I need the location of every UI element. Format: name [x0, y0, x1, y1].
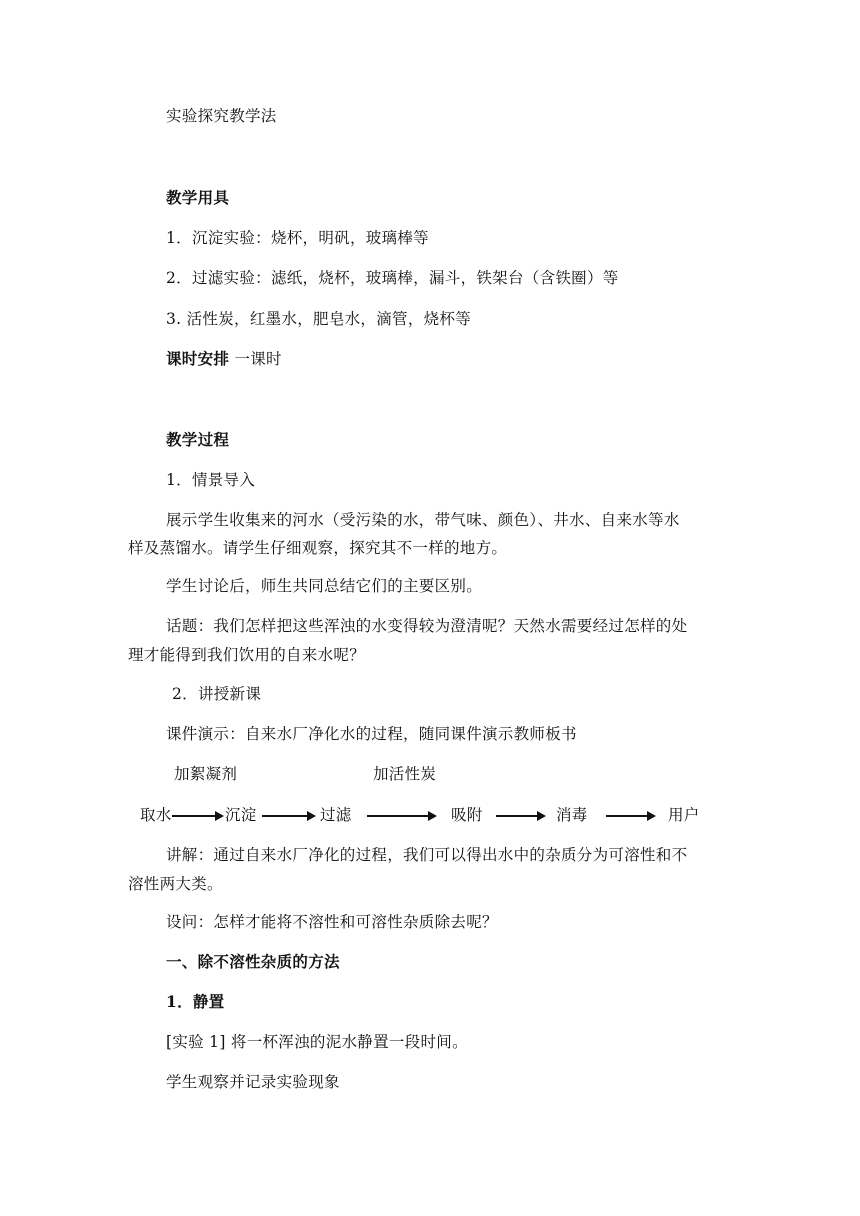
topic-paragraph-line-1: 话题：我们怎样把这些浑浊的水变得较为澄清呢？天然水需要经过怎样的处 — [166, 617, 688, 635]
flow-arrow-2 — [262, 815, 314, 817]
explain-paragraph-line-2: 溶性两大类。 — [128, 875, 223, 893]
schedule-line — [166, 349, 282, 369]
discussion-paragraph: 学生讨论后，师生共同总结它们的主要区别。 — [166, 577, 483, 595]
process-heading: 教学过程 — [166, 430, 230, 449]
subsection-1-heading: 1．静置 — [166, 992, 225, 1011]
flow-step-sedimentation: 沉淀 — [225, 806, 257, 824]
flow-arrow-1 — [172, 815, 222, 817]
intro-paragraph-line-1: 展示学生收集来的河水（受污染的水，带气味、颜色）、井水、自来水等水 — [166, 511, 680, 529]
flow-step-adsorption: 吸附 — [451, 806, 483, 824]
experiment-1-text: [实验 1] 将一杯浑浊的泥水静置一段时间。 — [166, 1033, 468, 1051]
schedule-value: 一课时 — [234, 350, 282, 368]
courseware-paragraph: 课件演示：自来水厂净化水的过程，随同课件演示教师板书 — [166, 725, 577, 743]
schedule-label: 课时安排 — [166, 349, 230, 368]
step-1-title: 1．情景导入 — [166, 471, 256, 489]
explain-paragraph-line-1: 讲解：通过自来水厂净化的过程，我们可以得出水中的杂质分为可溶性和不 — [166, 846, 688, 864]
flow-step-disinfection: 消毒 — [556, 806, 588, 824]
flow-arrow-5 — [606, 815, 654, 817]
observe-text: 学生观察并记录实验现象 — [166, 1073, 340, 1091]
flow-arrow-3 — [367, 815, 435, 817]
tools-item-2: 2．过滤实验：滤纸，烧杯，玻璃棒，漏斗，铁架台（含铁圈）等 — [166, 269, 619, 287]
tools-heading: 教学用具 — [166, 188, 230, 207]
topic-paragraph-line-2: 理才能得到我们饮用的自来水呢？ — [128, 646, 366, 664]
flow-arrow-4 — [496, 815, 544, 817]
flow-note-coagulant: 加絮凝剂 — [174, 765, 238, 783]
flow-step-intake: 取水 — [140, 806, 172, 824]
flow-step-filtration: 过滤 — [320, 806, 352, 824]
teaching-method: 实验探究教学法 — [166, 107, 277, 125]
tools-item-1: 1．沉淀实验：烧杯，明矾，玻璃棒等 — [166, 229, 429, 247]
section-1-heading: 一、除不溶性杂质的方法 — [166, 952, 340, 971]
step-2-title: 2．讲授新课 — [172, 685, 262, 703]
tools-item-3: 3. 活性炭，红墨水，肥皂水，滴管，烧杯等 — [166, 310, 472, 328]
question-paragraph: 设问：怎样才能将不溶性和可溶性杂质除去呢？ — [166, 913, 498, 931]
intro-paragraph-line-2: 样及蒸馏水。请学生仔细观察，探究其不一样的地方。 — [128, 539, 508, 557]
flow-step-user: 用户 — [668, 806, 700, 824]
flow-note-carbon: 加活性炭 — [373, 765, 437, 783]
